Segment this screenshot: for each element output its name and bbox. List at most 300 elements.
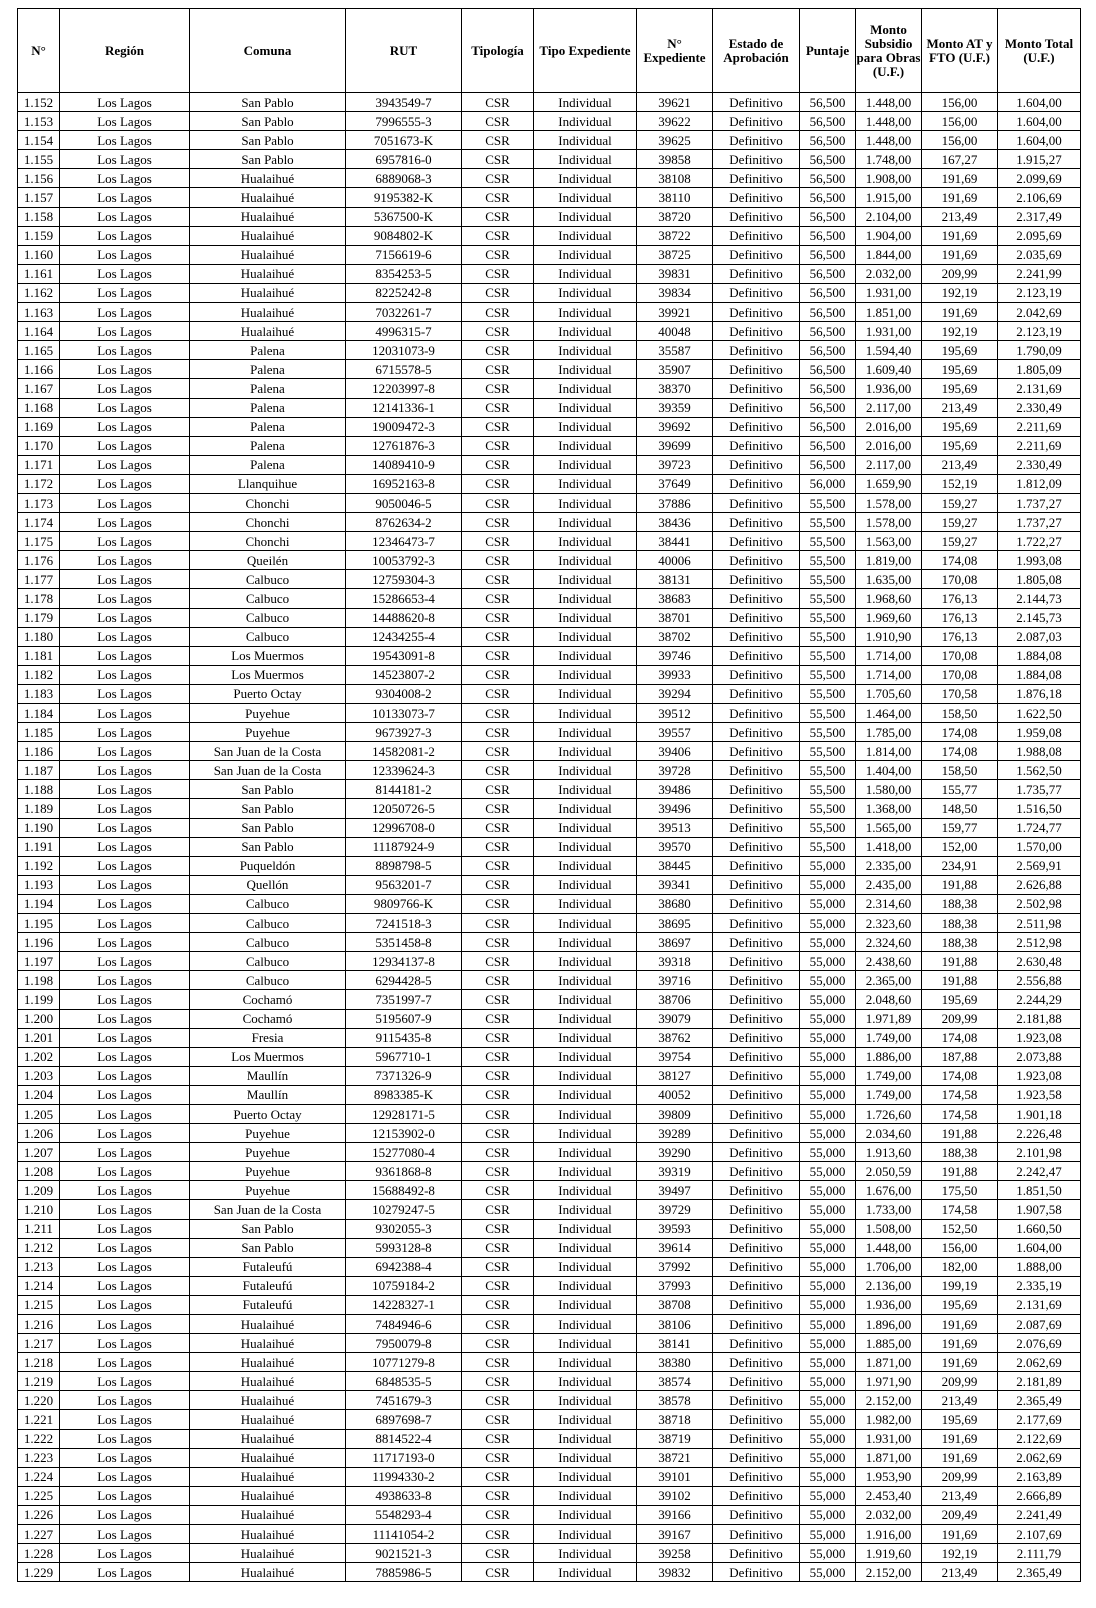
monto-at-fto-cell: 159,27	[922, 513, 998, 532]
table-row	[18, 188, 1081, 207]
numero-expediente-cell: 39258	[637, 1544, 713, 1563]
table-row	[18, 1162, 1081, 1181]
tipologia-cell: CSR	[462, 1066, 534, 1085]
comuna-cell: Palena	[190, 455, 346, 474]
rut-cell: 7241518-3	[346, 914, 462, 933]
comuna-cell: Hualaihué	[190, 245, 346, 264]
monto-at-fto-cell: 176,13	[922, 589, 998, 608]
monto-subsidio-cell: 1.886,00	[856, 1047, 922, 1066]
region-cell: Los Lagos	[60, 1009, 190, 1028]
monto-total-cell: 2.241,49	[998, 1505, 1081, 1524]
tipo-expediente-cell: Individual	[534, 1544, 637, 1563]
numero-expediente-cell: 38695	[637, 914, 713, 933]
estado-cell: Definitivo	[713, 207, 800, 226]
monto-subsidio-cell: 1.659,90	[856, 474, 922, 493]
numero-expediente-cell: 38719	[637, 1429, 713, 1448]
tipo-expediente-cell: Individual	[534, 513, 637, 532]
puntaje-cell: 56,500	[800, 188, 856, 207]
rut-cell: 12996708-0	[346, 818, 462, 837]
numero-cell: 1.180	[18, 627, 60, 646]
comuna-cell: San Pablo	[190, 131, 346, 150]
table-row	[18, 933, 1081, 952]
monto-at-fto-cell: 188,38	[922, 1143, 998, 1162]
tipo-expediente-cell: Individual	[534, 1066, 637, 1085]
table-row	[18, 264, 1081, 283]
region-cell: Los Lagos	[60, 723, 190, 742]
monto-subsidio-cell: 2.117,00	[856, 455, 922, 474]
estado-cell: Definitivo	[713, 436, 800, 455]
monto-at-fto-cell: 191,88	[922, 971, 998, 990]
tipologia-cell: CSR	[462, 474, 534, 493]
puntaje-cell: 55,500	[800, 684, 856, 703]
tipologia-cell: CSR	[462, 1334, 534, 1353]
comuna-cell: Palena	[190, 436, 346, 455]
comuna-cell: Hualaihué	[190, 283, 346, 302]
tipo-expediente-cell: Individual	[534, 150, 637, 169]
table-row	[18, 1257, 1081, 1276]
comuna-cell: Hualaihué	[190, 1410, 346, 1429]
numero-expediente-cell: 38708	[637, 1295, 713, 1314]
subsidy-table	[17, 8, 1081, 1582]
numero-expediente-cell: 38436	[637, 513, 713, 532]
numero-expediente-cell: 38127	[637, 1066, 713, 1085]
rut-cell: 15688492-8	[346, 1181, 462, 1200]
table-row	[18, 283, 1081, 302]
tipologia-cell: CSR	[462, 207, 534, 226]
monto-total-cell: 2.181,88	[998, 1009, 1081, 1028]
monto-total-cell: 2.365,49	[998, 1563, 1081, 1582]
puntaje-cell: 55,000	[800, 1315, 856, 1334]
table-row	[18, 952, 1081, 971]
tipologia-cell: CSR	[462, 570, 534, 589]
region-cell: Los Lagos	[60, 283, 190, 302]
comuna-cell: San Pablo	[190, 837, 346, 856]
numero-cell: 1.226	[18, 1505, 60, 1524]
puntaje-cell: 55,000	[800, 1066, 856, 1085]
puntaje-cell: 55,000	[800, 1563, 856, 1582]
region-cell: Los Lagos	[60, 1544, 190, 1563]
numero-cell: 1.204	[18, 1085, 60, 1104]
tipo-expediente-cell: Individual	[534, 341, 637, 360]
monto-subsidio-cell: 2.152,00	[856, 1563, 922, 1582]
monto-subsidio-cell: 1.844,00	[856, 245, 922, 264]
table-row	[18, 493, 1081, 512]
table-row	[18, 551, 1081, 570]
puntaje-cell: 55,000	[800, 1219, 856, 1238]
numero-expediente-cell: 39319	[637, 1162, 713, 1181]
comuna-cell: Palena	[190, 398, 346, 417]
monto-at-fto-cell: 195,69	[922, 990, 998, 1009]
puntaje-cell: 55,000	[800, 1505, 856, 1524]
numero-cell: 1.222	[18, 1429, 60, 1448]
estado-cell: Definitivo	[713, 570, 800, 589]
comuna-cell: Futaleufú	[190, 1295, 346, 1314]
tipo-expediente-cell: Individual	[534, 532, 637, 551]
estado-cell: Definitivo	[713, 1410, 800, 1429]
tipo-expediente-cell: Individual	[534, 436, 637, 455]
tipologia-cell: CSR	[462, 971, 534, 990]
estado-cell: Definitivo	[713, 1544, 800, 1563]
header-puntaje: Puntaje	[800, 9, 856, 93]
estado-cell: Definitivo	[713, 360, 800, 379]
numero-cell: 1.169	[18, 417, 60, 436]
monto-total-cell: 1.988,08	[998, 742, 1081, 761]
monto-at-fto-cell: 195,69	[922, 1295, 998, 1314]
table-row	[18, 1505, 1081, 1524]
puntaje-cell: 56,500	[800, 264, 856, 283]
region-cell: Los Lagos	[60, 1410, 190, 1429]
tipologia-cell: CSR	[462, 856, 534, 875]
tipologia-cell: CSR	[462, 1009, 534, 1028]
rut-cell: 5993128-8	[346, 1238, 462, 1257]
numero-expediente-cell: 39079	[637, 1009, 713, 1028]
monto-total-cell: 2.511,98	[998, 914, 1081, 933]
tipo-expediente-cell: Individual	[534, 322, 637, 341]
monto-subsidio-cell: 1.936,00	[856, 379, 922, 398]
comuna-cell: Chonchi	[190, 493, 346, 512]
region-cell: Los Lagos	[60, 646, 190, 665]
numero-expediente-cell: 39294	[637, 684, 713, 703]
numero-cell: 1.186	[18, 742, 60, 761]
numero-expediente-cell: 40048	[637, 322, 713, 341]
rut-cell: 4938633-8	[346, 1486, 462, 1505]
table-row	[18, 1047, 1081, 1066]
tipologia-cell: CSR	[462, 1505, 534, 1524]
monto-at-fto-cell: 191,69	[922, 188, 998, 207]
rut-cell: 7351997-7	[346, 990, 462, 1009]
puntaje-cell: 55,000	[800, 914, 856, 933]
monto-at-fto-cell: 191,88	[922, 952, 998, 971]
table-row	[18, 1295, 1081, 1314]
monto-subsidio-cell: 2.335,00	[856, 856, 922, 875]
comuna-cell: San Pablo	[190, 1238, 346, 1257]
monto-at-fto-cell: 209,99	[922, 1467, 998, 1486]
numero-cell: 1.157	[18, 188, 60, 207]
numero-expediente-cell: 39832	[637, 1563, 713, 1582]
table-row	[18, 1238, 1081, 1257]
rut-cell: 12759304-3	[346, 570, 462, 589]
comuna-cell: Hualaihué	[190, 226, 346, 245]
numero-expediente-cell: 39557	[637, 723, 713, 742]
rut-cell: 11187924-9	[346, 837, 462, 856]
estado-cell: Definitivo	[713, 856, 800, 875]
monto-at-fto-cell: 170,08	[922, 665, 998, 684]
comuna-cell: Puyehue	[190, 1124, 346, 1143]
region-cell: Los Lagos	[60, 742, 190, 761]
tipologia-cell: CSR	[462, 551, 534, 570]
numero-cell: 1.211	[18, 1219, 60, 1238]
comuna-cell: San Juan de la Costa	[190, 761, 346, 780]
tipologia-cell: CSR	[462, 1200, 534, 1219]
puntaje-cell: 55,500	[800, 551, 856, 570]
puntaje-cell: 56,500	[800, 322, 856, 341]
header-estado-aprobacion: Estado de Aprobación	[713, 9, 800, 93]
tipologia-cell: CSR	[462, 1525, 534, 1544]
numero-expediente-cell: 38574	[637, 1372, 713, 1391]
table-row	[18, 990, 1081, 1009]
table-row	[18, 1315, 1081, 1334]
tipologia-cell: CSR	[462, 398, 534, 417]
table-row	[18, 379, 1081, 398]
monto-at-fto-cell: 191,69	[922, 303, 998, 322]
numero-expediente-cell: 39593	[637, 1219, 713, 1238]
rut-cell: 12203997-8	[346, 379, 462, 398]
estado-cell: Definitivo	[713, 283, 800, 302]
monto-subsidio-cell: 2.048,60	[856, 990, 922, 1009]
table-row	[18, 1143, 1081, 1162]
numero-cell: 1.210	[18, 1200, 60, 1219]
header-monto-total: Monto Total (U.F.)	[998, 9, 1081, 93]
monto-at-fto-cell: 176,13	[922, 608, 998, 627]
rut-cell: 12141336-1	[346, 398, 462, 417]
monto-total-cell: 2.244,29	[998, 990, 1081, 1009]
rut-cell: 7371326-9	[346, 1066, 462, 1085]
numero-expediente-cell: 39716	[637, 971, 713, 990]
monto-at-fto-cell: 191,69	[922, 169, 998, 188]
numero-cell: 1.183	[18, 684, 60, 703]
estado-cell: Definitivo	[713, 1200, 800, 1219]
numero-expediente-cell: 39512	[637, 704, 713, 723]
tipo-expediente-cell: Individual	[534, 1276, 637, 1295]
monto-at-fto-cell: 174,08	[922, 723, 998, 742]
rut-cell: 6715578-5	[346, 360, 462, 379]
estado-cell: Definitivo	[713, 1066, 800, 1085]
rut-cell: 9084802-K	[346, 226, 462, 245]
monto-total-cell: 1.604,00	[998, 131, 1081, 150]
table-row	[18, 1009, 1081, 1028]
monto-at-fto-cell: 188,38	[922, 933, 998, 952]
numero-cell: 1.174	[18, 513, 60, 532]
monto-total-cell: 1.805,08	[998, 570, 1081, 589]
numero-expediente-cell: 38441	[637, 532, 713, 551]
monto-subsidio-cell: 1.910,90	[856, 627, 922, 646]
tipo-expediente-cell: Individual	[534, 1009, 637, 1028]
estado-cell: Definitivo	[713, 837, 800, 856]
numero-expediente-cell: 39723	[637, 455, 713, 474]
estado-cell: Definitivo	[713, 1124, 800, 1143]
tipo-expediente-cell: Individual	[534, 1219, 637, 1238]
comuna-cell: San Pablo	[190, 818, 346, 837]
tipologia-cell: CSR	[462, 283, 534, 302]
puntaje-cell: 55,000	[800, 1257, 856, 1276]
tipo-expediente-cell: Individual	[534, 455, 637, 474]
monto-total-cell: 2.073,88	[998, 1047, 1081, 1066]
comuna-cell: Hualaihué	[190, 1544, 346, 1563]
rut-cell: 15277080-4	[346, 1143, 462, 1162]
rut-cell: 4996315-7	[346, 322, 462, 341]
tipologia-cell: CSR	[462, 322, 534, 341]
tipologia-cell: CSR	[462, 169, 534, 188]
puntaje-cell: 56,000	[800, 474, 856, 493]
puntaje-cell: 55,000	[800, 1085, 856, 1104]
numero-expediente-cell: 38706	[637, 990, 713, 1009]
estado-cell: Definitivo	[713, 665, 800, 684]
numero-expediente-cell: 39341	[637, 875, 713, 894]
monto-total-cell: 2.630,48	[998, 952, 1081, 971]
estado-cell: Definitivo	[713, 723, 800, 742]
numero-cell: 1.193	[18, 875, 60, 894]
puntaje-cell: 55,000	[800, 1429, 856, 1448]
rut-cell: 16952163-8	[346, 474, 462, 493]
estado-cell: Definitivo	[713, 1028, 800, 1047]
monto-at-fto-cell: 191,69	[922, 245, 998, 264]
estado-cell: Definitivo	[713, 226, 800, 245]
numero-cell: 1.208	[18, 1162, 60, 1181]
table-row	[18, 532, 1081, 551]
numero-expediente-cell: 38721	[637, 1448, 713, 1467]
monto-subsidio-cell: 1.565,00	[856, 818, 922, 837]
estado-cell: Definitivo	[713, 551, 800, 570]
puntaje-cell: 55,000	[800, 875, 856, 894]
tipo-expediente-cell: Individual	[534, 226, 637, 245]
puntaje-cell: 56,500	[800, 303, 856, 322]
tipo-expediente-cell: Individual	[534, 131, 637, 150]
tipo-expediente-cell: Individual	[534, 474, 637, 493]
monto-total-cell: 2.365,49	[998, 1391, 1081, 1410]
tipo-expediente-cell: Individual	[534, 188, 637, 207]
tipologia-cell: CSR	[462, 1104, 534, 1123]
tipologia-cell: CSR	[462, 1162, 534, 1181]
monto-subsidio-cell: 1.931,00	[856, 283, 922, 302]
numero-cell: 1.187	[18, 761, 60, 780]
monto-total-cell: 2.556,88	[998, 971, 1081, 990]
tipo-expediente-cell: Individual	[534, 1467, 637, 1486]
region-cell: Los Lagos	[60, 1525, 190, 1544]
table-row	[18, 723, 1081, 742]
monto-at-fto-cell: 199,19	[922, 1276, 998, 1295]
table-row	[18, 1544, 1081, 1563]
region-cell: Los Lagos	[60, 914, 190, 933]
numero-expediente-cell: 39834	[637, 283, 713, 302]
numero-cell: 1.223	[18, 1448, 60, 1467]
tipologia-cell: CSR	[462, 112, 534, 131]
rut-cell: 7451679-3	[346, 1391, 462, 1410]
comuna-cell: Futaleufú	[190, 1257, 346, 1276]
table-row	[18, 1372, 1081, 1391]
table-row	[18, 1563, 1081, 1582]
monto-subsidio-cell: 1.968,60	[856, 589, 922, 608]
comuna-cell: Hualaihué	[190, 1467, 346, 1486]
numero-expediente-cell: 39692	[637, 417, 713, 436]
table-row	[18, 894, 1081, 913]
estado-cell: Definitivo	[713, 322, 800, 341]
monto-subsidio-cell: 1.936,00	[856, 1295, 922, 1314]
numero-expediente-cell: 38722	[637, 226, 713, 245]
tipologia-cell: CSR	[462, 1467, 534, 1486]
monto-subsidio-cell: 2.032,00	[856, 1505, 922, 1524]
comuna-cell: San Pablo	[190, 799, 346, 818]
puntaje-cell: 55,500	[800, 723, 856, 742]
monto-subsidio-cell: 2.117,00	[856, 398, 922, 417]
region-cell: Los Lagos	[60, 589, 190, 608]
monto-total-cell: 1.876,18	[998, 684, 1081, 703]
puntaje-cell: 55,000	[800, 1200, 856, 1219]
numero-expediente-cell: 39486	[637, 780, 713, 799]
tipologia-cell: CSR	[462, 837, 534, 856]
numero-expediente-cell: 38720	[637, 207, 713, 226]
numero-expediente-cell: 39359	[637, 398, 713, 417]
monto-subsidio-cell: 2.016,00	[856, 417, 922, 436]
tipologia-cell: CSR	[462, 150, 534, 169]
monto-total-cell: 2.131,69	[998, 1295, 1081, 1314]
puntaje-cell: 55,500	[800, 742, 856, 761]
monto-subsidio-cell: 1.448,00	[856, 131, 922, 150]
table-row	[18, 93, 1081, 112]
puntaje-cell: 55,000	[800, 1162, 856, 1181]
numero-cell: 1.215	[18, 1295, 60, 1314]
region-cell: Los Lagos	[60, 608, 190, 627]
region-cell: Los Lagos	[60, 1486, 190, 1505]
monto-total-cell: 2.241,99	[998, 264, 1081, 283]
monto-total-cell: 1.570,00	[998, 837, 1081, 856]
estado-cell: Definitivo	[713, 341, 800, 360]
comuna-cell: San Pablo	[190, 150, 346, 169]
numero-expediente-cell: 38701	[637, 608, 713, 627]
tipo-expediente-cell: Individual	[534, 360, 637, 379]
numero-cell: 1.221	[18, 1410, 60, 1429]
numero-cell: 1.170	[18, 436, 60, 455]
table-row	[18, 1200, 1081, 1219]
tipologia-cell: CSR	[462, 131, 534, 150]
puntaje-cell: 55,000	[800, 933, 856, 952]
estado-cell: Definitivo	[713, 455, 800, 474]
puntaje-cell: 55,000	[800, 1104, 856, 1123]
region-cell: Los Lagos	[60, 1066, 190, 1085]
monto-total-cell: 2.330,49	[998, 398, 1081, 417]
monto-at-fto-cell: 191,69	[922, 1525, 998, 1544]
monto-subsidio-cell: 1.714,00	[856, 646, 922, 665]
rut-cell: 6897698-7	[346, 1410, 462, 1429]
numero-expediente-cell: 40006	[637, 551, 713, 570]
estado-cell: Definitivo	[713, 245, 800, 264]
comuna-cell: Puyehue	[190, 723, 346, 742]
region-cell: Los Lagos	[60, 990, 190, 1009]
numero-cell: 1.225	[18, 1486, 60, 1505]
comuna-cell: Hualaihué	[190, 188, 346, 207]
monto-at-fto-cell: 209,49	[922, 1505, 998, 1524]
monto-subsidio-cell: 1.726,60	[856, 1104, 922, 1123]
puntaje-cell: 55,000	[800, 1143, 856, 1162]
monto-total-cell: 1.735,77	[998, 780, 1081, 799]
monto-at-fto-cell: 192,19	[922, 1544, 998, 1563]
tipo-expediente-cell: Individual	[534, 1238, 637, 1257]
tipologia-cell: CSR	[462, 1257, 534, 1276]
table-row	[18, 341, 1081, 360]
comuna-cell: San Pablo	[190, 1219, 346, 1238]
numero-cell: 1.167	[18, 379, 60, 398]
comuna-cell: Palena	[190, 360, 346, 379]
comuna-cell: San Pablo	[190, 93, 346, 112]
monto-total-cell: 2.163,89	[998, 1467, 1081, 1486]
tipo-expediente-cell: Individual	[534, 990, 637, 1009]
region-cell: Los Lagos	[60, 1334, 190, 1353]
rut-cell: 8144181-2	[346, 780, 462, 799]
numero-expediente-cell: 39754	[637, 1047, 713, 1066]
numero-expediente-cell: 37649	[637, 474, 713, 493]
monto-total-cell: 2.144,73	[998, 589, 1081, 608]
monto-subsidio-cell: 2.324,60	[856, 933, 922, 952]
tipologia-cell: CSR	[462, 303, 534, 322]
monto-total-cell: 2.111,79	[998, 1544, 1081, 1563]
numero-cell: 1.227	[18, 1525, 60, 1544]
monto-total-cell: 1.622,50	[998, 704, 1081, 723]
monto-total-cell: 2.062,69	[998, 1353, 1081, 1372]
region-cell: Los Lagos	[60, 875, 190, 894]
estado-cell: Definitivo	[713, 627, 800, 646]
monto-at-fto-cell: 213,49	[922, 1391, 998, 1410]
puntaje-cell: 56,500	[800, 150, 856, 169]
comuna-cell: Hualaihué	[190, 1353, 346, 1372]
